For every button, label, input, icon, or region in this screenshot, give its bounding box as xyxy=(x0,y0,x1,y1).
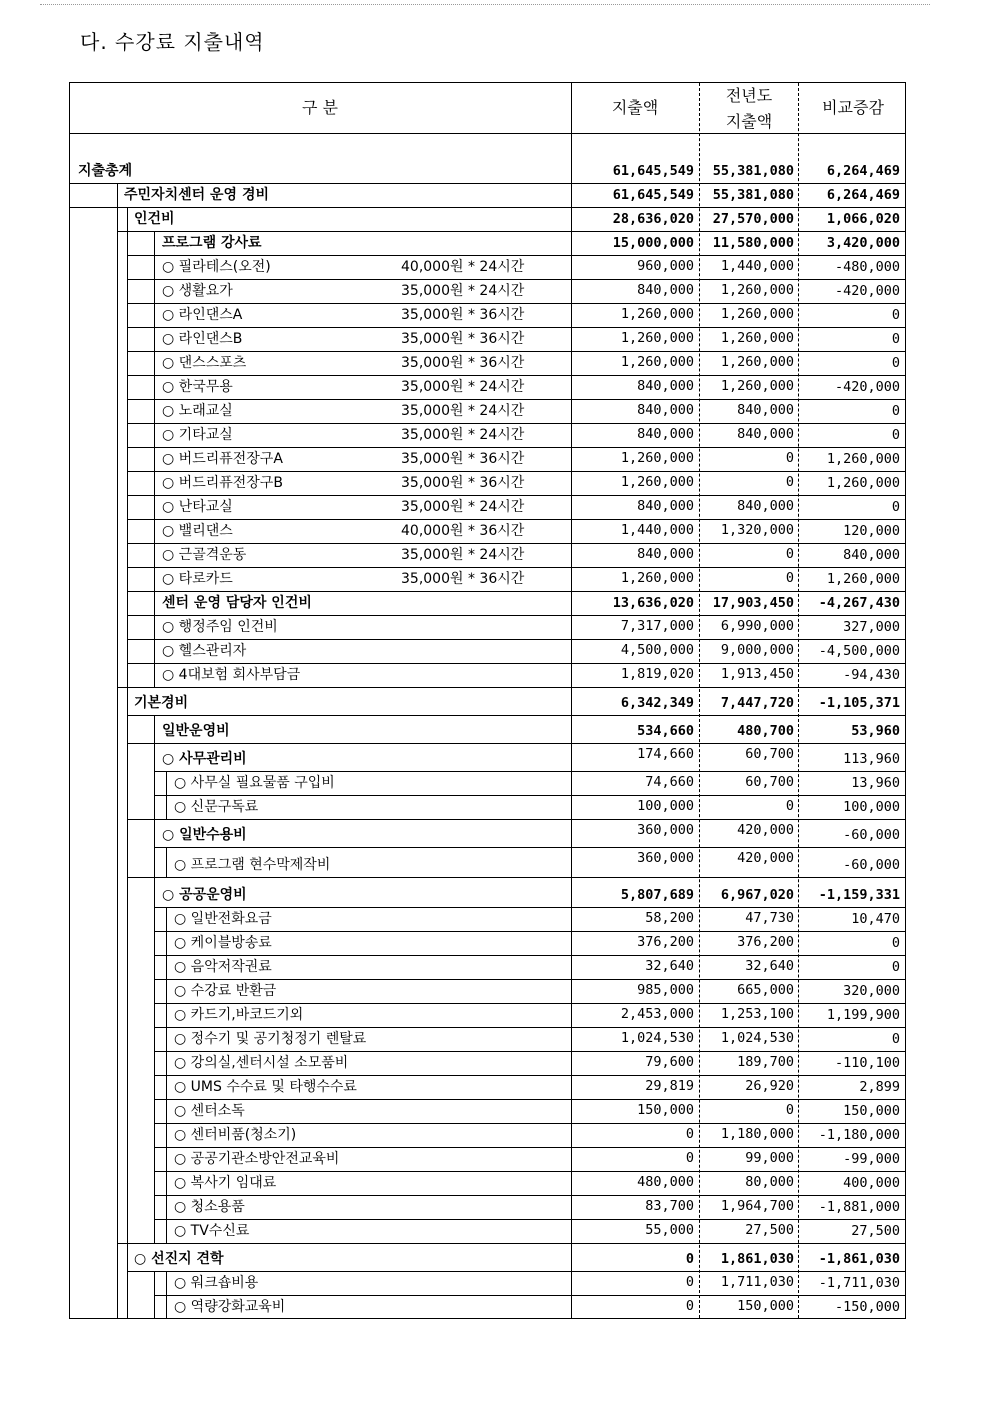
amount-cell: 1,260,000 xyxy=(620,330,694,346)
amount-cell: 6,342,349 xyxy=(620,695,694,711)
row-divider xyxy=(127,399,905,400)
amount-cell: 840,000 xyxy=(637,546,694,562)
row-divider xyxy=(154,847,905,848)
row-unit-note: 40,000원 * 36시간 xyxy=(401,523,525,539)
amount-cell: 61,645,549 xyxy=(612,163,694,179)
section-title: 다. 수강료 지출내역 xyxy=(80,30,265,54)
row-unit-note: 35,000원 * 36시간 xyxy=(401,571,525,587)
amount-cell: 360,000 xyxy=(637,850,694,866)
header-difference: 비교증감 xyxy=(822,98,884,117)
difference-cell: -1,180,000 xyxy=(818,1127,900,1143)
difference-cell: 13,960 xyxy=(851,775,900,791)
amount-cell: 1,260,000 xyxy=(620,570,694,586)
row-divider xyxy=(127,255,905,256)
prev-year-cell: 1,260,000 xyxy=(720,330,794,346)
prev-year-cell: 6,967,020 xyxy=(720,887,794,903)
row-divider xyxy=(127,471,905,472)
row-divider xyxy=(154,1219,905,1220)
tree-guide-level-2 xyxy=(127,207,128,1319)
expenditure-table xyxy=(69,82,906,1319)
prev-year-cell: 0 xyxy=(785,798,794,814)
row-divider xyxy=(127,877,905,878)
row-label: 인건비 xyxy=(134,211,175,227)
amount-cell: 1,260,000 xyxy=(620,354,694,370)
row-divider xyxy=(154,1075,905,1076)
amount-cell: 534,660 xyxy=(637,723,694,739)
amount-cell: 960,000 xyxy=(637,258,694,274)
col-sep-diff xyxy=(798,83,799,1318)
row-label: 지출총계 xyxy=(78,163,133,179)
prev-year-cell: 47,730 xyxy=(745,910,794,926)
amount-cell: 840,000 xyxy=(637,282,694,298)
row-label: ○ 정수기 및 공기청정기 렌탈료 xyxy=(174,1031,367,1047)
amount-cell: 840,000 xyxy=(637,402,694,418)
row-divider xyxy=(117,1243,905,1244)
row-divider xyxy=(127,495,905,496)
row-label: ○ 타로카드 xyxy=(162,571,233,587)
row-divider xyxy=(127,743,905,744)
prev-year-cell: 420,000 xyxy=(737,822,794,838)
prev-year-cell: 11,580,000 xyxy=(712,235,794,251)
tree-guide-level-3 xyxy=(154,715,155,1243)
prev-year-cell: 55,381,080 xyxy=(712,163,794,179)
difference-cell: -94,430 xyxy=(843,667,900,683)
col-sep-amount xyxy=(571,83,572,1318)
amount-cell: 74,660 xyxy=(645,774,694,790)
difference-cell: 1,260,000 xyxy=(826,451,900,467)
prev-year-cell: 840,000 xyxy=(737,426,794,442)
amount-cell: 1,024,530 xyxy=(620,1030,694,1046)
prev-year-cell: 60,700 xyxy=(745,774,794,790)
row-label: ○ 버드리퓨전장구A xyxy=(162,451,283,467)
amount-cell: 28,636,020 xyxy=(612,211,694,227)
row-label: ○ 필라테스(오전) xyxy=(162,259,271,275)
prev-year-cell: 1,260,000 xyxy=(720,354,794,370)
row-unit-note: 35,000원 * 24시간 xyxy=(401,427,525,443)
tree-guide-level-1 xyxy=(117,183,118,1319)
prev-year-cell: 1,180,000 xyxy=(720,1126,794,1142)
difference-cell: -1,881,000 xyxy=(818,1199,900,1215)
difference-cell: 0 xyxy=(891,1031,900,1047)
row-divider xyxy=(127,279,905,280)
row-label: ○ 행정주임 인건비 xyxy=(162,619,278,635)
prev-year-cell: 1,913,450 xyxy=(720,666,794,682)
difference-cell: 0 xyxy=(891,403,900,419)
difference-cell: 1,199,900 xyxy=(826,1007,900,1023)
prev-year-cell: 0 xyxy=(785,474,794,490)
prev-year-cell: 1,440,000 xyxy=(720,258,794,274)
row-divider xyxy=(127,819,905,820)
difference-cell: 1,066,020 xyxy=(826,211,900,227)
difference-cell: -420,000 xyxy=(834,283,900,299)
amount-cell: 58,200 xyxy=(645,910,694,926)
prev-year-cell: 0 xyxy=(785,450,794,466)
row-label: ○ 라인댄스B xyxy=(162,331,243,347)
row-divider xyxy=(127,303,905,304)
row-label: 기본경비 xyxy=(134,695,189,711)
row-divider xyxy=(127,519,905,520)
difference-cell: 150,000 xyxy=(843,1103,900,1119)
row-divider xyxy=(127,715,905,716)
row-unit-note: 35,000원 * 36시간 xyxy=(401,355,525,371)
difference-cell: 327,000 xyxy=(843,619,900,635)
amount-cell: 0 xyxy=(685,1274,694,1290)
row-label: ○ 4대보험 회사부담금 xyxy=(162,667,301,683)
amount-cell: 1,260,000 xyxy=(620,306,694,322)
prev-year-cell: 9,000,000 xyxy=(720,642,794,658)
prev-year-cell: 0 xyxy=(785,546,794,562)
difference-cell: -150,000 xyxy=(834,1299,900,1315)
amount-cell: 0 xyxy=(685,1126,694,1142)
prev-year-cell: 189,700 xyxy=(737,1054,794,1070)
amount-cell: 100,000 xyxy=(637,798,694,814)
row-divider xyxy=(127,351,905,352)
prev-year-cell: 0 xyxy=(785,1102,794,1118)
row-label: ○ 음악저작권료 xyxy=(174,959,272,975)
difference-cell: 1,260,000 xyxy=(826,571,900,587)
row-divider xyxy=(154,795,905,796)
row-divider xyxy=(127,423,905,424)
row-label: ○ 생활요가 xyxy=(162,283,233,299)
prev-year-cell: 480,700 xyxy=(737,723,794,739)
row-label: ○ 케이블방송료 xyxy=(174,935,272,951)
difference-cell: 840,000 xyxy=(843,547,900,563)
difference-cell: 27,500 xyxy=(851,1223,900,1239)
tree-guide-level-3 xyxy=(154,231,155,687)
amount-cell: 1,440,000 xyxy=(620,522,694,538)
row-unit-note: 35,000원 * 24시간 xyxy=(401,547,525,563)
amount-cell: 55,000 xyxy=(645,1222,694,1238)
prev-year-cell: 840,000 xyxy=(737,498,794,514)
row-divider xyxy=(154,931,905,932)
amount-cell: 1,260,000 xyxy=(620,474,694,490)
row-divider xyxy=(127,615,905,616)
amount-cell: 1,260,000 xyxy=(620,450,694,466)
row-label: ○ 공공기관소방안전교육비 xyxy=(174,1151,340,1167)
row-unit-note: 35,000원 * 24시간 xyxy=(401,499,525,515)
row-divider xyxy=(154,1051,905,1052)
difference-cell: 0 xyxy=(891,331,900,347)
tree-guide-level-4 xyxy=(166,1271,167,1319)
amount-cell: 7,317,000 xyxy=(620,618,694,634)
row-label: ○ 사무실 필요물품 구입비 xyxy=(174,775,335,791)
prev-year-cell: 1,861,030 xyxy=(720,1251,794,1267)
prev-year-cell: 55,381,080 xyxy=(712,187,794,203)
difference-cell: -110,100 xyxy=(834,1055,900,1071)
row-divider xyxy=(127,375,905,376)
row-divider xyxy=(154,907,905,908)
difference-cell: 3,420,000 xyxy=(826,235,900,251)
top-dotted-rule xyxy=(40,4,930,5)
amount-cell: 174,660 xyxy=(637,746,694,762)
row-divider xyxy=(127,327,905,328)
row-unit-note: 35,000원 * 24시간 xyxy=(401,379,525,395)
difference-cell: 6,264,469 xyxy=(826,187,900,203)
row-label: ○ UMS 수수료 및 타행수수료 xyxy=(174,1079,357,1095)
prev-year-cell: 27,570,000 xyxy=(712,211,794,227)
amount-cell: 5,807,689 xyxy=(620,887,694,903)
prev-year-cell: 0 xyxy=(785,570,794,586)
row-label: ○ 헬스관리자 xyxy=(162,643,247,659)
row-divider xyxy=(127,543,905,544)
amount-cell: 1,819,020 xyxy=(620,666,694,682)
row-divider xyxy=(70,207,905,208)
row-divider xyxy=(154,771,905,772)
difference-cell: -1,711,030 xyxy=(818,1275,900,1291)
prev-year-cell: 32,640 xyxy=(745,958,794,974)
prev-year-cell: 27,500 xyxy=(745,1222,794,1238)
row-label: ○ 신문구독료 xyxy=(174,799,259,815)
amount-cell: 29,819 xyxy=(645,1078,694,1094)
row-unit-note: 35,000원 * 36시간 xyxy=(401,475,525,491)
difference-cell: 0 xyxy=(891,355,900,371)
row-divider xyxy=(154,1147,905,1148)
amount-cell: 4,500,000 xyxy=(620,642,694,658)
prev-year-cell: 665,000 xyxy=(737,982,794,998)
row-label: ○ 선진지 견학 xyxy=(134,1251,224,1267)
difference-cell: 400,000 xyxy=(843,1175,900,1191)
row-label: ○ 라인댄스A xyxy=(162,307,243,323)
row-divider xyxy=(154,1099,905,1100)
difference-cell: 53,960 xyxy=(851,723,900,739)
row-divider xyxy=(127,447,905,448)
difference-cell: 0 xyxy=(891,935,900,951)
row-label: ○ 난타교실 xyxy=(162,499,233,515)
prev-year-cell: 1,711,030 xyxy=(720,1274,794,1290)
row-label: ○ 강의실,센터시설 소모품비 xyxy=(174,1055,349,1071)
difference-cell: 0 xyxy=(891,499,900,515)
difference-cell: 1,260,000 xyxy=(826,475,900,491)
row-label: ○ 밸리댄스 xyxy=(162,523,233,539)
row-divider xyxy=(154,1171,905,1172)
row-label: ○ 역량강화교육비 xyxy=(174,1299,286,1315)
row-label: ○ 공공운영비 xyxy=(162,887,247,903)
row-label: ○ 근골격운동 xyxy=(162,547,247,563)
row-divider xyxy=(127,591,905,592)
difference-cell: 320,000 xyxy=(843,983,900,999)
prev-year-cell: 1,964,700 xyxy=(720,1198,794,1214)
amount-cell: 360,000 xyxy=(637,822,694,838)
prev-year-cell: 420,000 xyxy=(737,850,794,866)
row-label: ○ 일반수용비 xyxy=(162,827,247,843)
row-unit-note: 35,000원 * 36시간 xyxy=(401,331,525,347)
row-label: ○ 사무관리비 xyxy=(162,751,247,767)
row-label: 센터 운영 담당자 인건비 xyxy=(162,595,312,611)
row-label: 일반운영비 xyxy=(162,723,230,739)
row-label: ○ 카드기,바코드기외 xyxy=(174,1007,304,1023)
row-divider xyxy=(127,1271,905,1272)
row-divider xyxy=(70,183,905,184)
row-label: ○ 센터비품(청소기) xyxy=(174,1127,297,1143)
difference-cell: -480,000 xyxy=(834,259,900,275)
row-label: ○ 워크숍비용 xyxy=(174,1275,259,1291)
row-label: 주민자치센터 운영 경비 xyxy=(124,187,269,203)
difference-cell: 6,264,469 xyxy=(826,163,900,179)
difference-cell: -420,000 xyxy=(834,379,900,395)
row-divider xyxy=(117,687,905,688)
difference-cell: -4,500,000 xyxy=(818,643,900,659)
difference-cell: 2,899 xyxy=(859,1079,900,1095)
row-label: ○ 버드리퓨전장구B xyxy=(162,475,283,491)
row-divider xyxy=(154,1123,905,1124)
prev-year-cell: 7,447,720 xyxy=(720,695,794,711)
row-divider xyxy=(154,1003,905,1004)
row-unit-note: 35,000원 * 36시간 xyxy=(401,451,525,467)
difference-cell: 0 xyxy=(891,307,900,323)
header-expenditure: 지출액 xyxy=(611,98,659,117)
difference-cell: -60,000 xyxy=(843,857,900,873)
row-divider xyxy=(154,979,905,980)
row-label: ○ 기타교실 xyxy=(162,427,233,443)
prev-year-cell: 80,000 xyxy=(745,1174,794,1190)
header-prev-year-1: 전년도 xyxy=(725,86,773,105)
difference-cell: -99,000 xyxy=(843,1151,900,1167)
difference-cell: -60,000 xyxy=(843,827,900,843)
amount-cell: 0 xyxy=(685,1251,694,1267)
tree-guide-level-4 xyxy=(166,907,167,1243)
row-label: ○ 청소용품 xyxy=(174,1199,245,1215)
difference-cell: -1,105,371 xyxy=(818,695,900,711)
amount-cell: 13,636,020 xyxy=(612,595,694,611)
row-divider xyxy=(154,1295,905,1296)
prev-year-cell: 99,000 xyxy=(745,1150,794,1166)
row-label: ○ 센터소독 xyxy=(174,1103,245,1119)
row-unit-note: 35,000원 * 24시간 xyxy=(401,403,525,419)
amount-cell: 79,600 xyxy=(645,1054,694,1070)
prev-year-cell: 60,700 xyxy=(745,746,794,762)
prev-year-cell: 1,024,530 xyxy=(720,1030,794,1046)
row-label: ○ 복사기 임대료 xyxy=(174,1175,277,1191)
amount-cell: 0 xyxy=(685,1150,694,1166)
amount-cell: 150,000 xyxy=(637,1102,694,1118)
prev-year-cell: 1,320,000 xyxy=(720,522,794,538)
row-label: ○ 한국무용 xyxy=(162,379,233,395)
prev-year-cell: 840,000 xyxy=(737,402,794,418)
row-label: ○ 프로그램 현수막제작비 xyxy=(174,857,331,873)
col-sep-prev xyxy=(699,83,700,1318)
prev-year-cell: 150,000 xyxy=(737,1298,794,1314)
row-label: ○ 일반전화요금 xyxy=(174,911,272,927)
prev-year-cell: 1,260,000 xyxy=(720,306,794,322)
prev-year-cell: 1,260,000 xyxy=(720,378,794,394)
difference-cell: -4,267,430 xyxy=(818,595,900,611)
prev-year-cell: 26,920 xyxy=(745,1078,794,1094)
row-divider xyxy=(127,639,905,640)
amount-cell: 2,453,000 xyxy=(620,1006,694,1022)
amount-cell: 840,000 xyxy=(637,426,694,442)
amount-cell: 480,000 xyxy=(637,1174,694,1190)
row-unit-note: 35,000원 * 24시간 xyxy=(401,283,525,299)
row-divider xyxy=(127,567,905,568)
difference-cell: 113,960 xyxy=(843,751,900,767)
difference-cell: 0 xyxy=(891,427,900,443)
amount-cell: 840,000 xyxy=(637,498,694,514)
prev-year-cell: 1,260,000 xyxy=(720,282,794,298)
difference-cell: -1,159,331 xyxy=(818,887,900,903)
row-divider xyxy=(154,955,905,956)
prev-year-cell: 6,990,000 xyxy=(720,618,794,634)
row-unit-note: 35,000원 * 36시간 xyxy=(401,307,525,323)
amount-cell: 61,645,549 xyxy=(612,187,694,203)
row-label: ○ 댄스스포츠 xyxy=(162,355,247,371)
amount-cell: 985,000 xyxy=(637,982,694,998)
header-category: 구 분 xyxy=(302,98,338,117)
row-label: ○ 노래교실 xyxy=(162,403,233,419)
tree-guide-level-4 xyxy=(166,771,167,819)
prev-year-cell: 17,903,450 xyxy=(712,595,794,611)
prev-year-cell: 376,200 xyxy=(737,934,794,950)
amount-cell: 0 xyxy=(685,1298,694,1314)
amount-cell: 840,000 xyxy=(637,378,694,394)
header-divider xyxy=(70,133,905,134)
difference-cell: 0 xyxy=(891,959,900,975)
difference-cell: 120,000 xyxy=(843,523,900,539)
amount-cell: 32,640 xyxy=(645,958,694,974)
amount-cell: 376,200 xyxy=(637,934,694,950)
difference-cell: -1,861,030 xyxy=(818,1251,900,1267)
header-prev-year-2: 지출액 xyxy=(725,112,773,131)
row-label: ○ 수강료 반환금 xyxy=(174,983,277,999)
row-divider xyxy=(154,1195,905,1196)
tree-guide-level-3 xyxy=(154,1271,155,1319)
difference-cell: 100,000 xyxy=(843,799,900,815)
row-label: 프로그램 강사료 xyxy=(162,235,262,251)
row-divider xyxy=(127,663,905,664)
tree-guide-level-4 xyxy=(166,847,167,877)
row-label: ○ TV수신료 xyxy=(174,1223,250,1239)
difference-cell: 10,470 xyxy=(851,911,900,927)
row-divider xyxy=(117,231,905,232)
prev-year-cell: 1,253,100 xyxy=(720,1006,794,1022)
amount-cell: 83,700 xyxy=(645,1198,694,1214)
amount-cell: 15,000,000 xyxy=(612,235,694,251)
row-unit-note: 40,000원 * 24시간 xyxy=(401,259,525,275)
row-divider xyxy=(154,1027,905,1028)
